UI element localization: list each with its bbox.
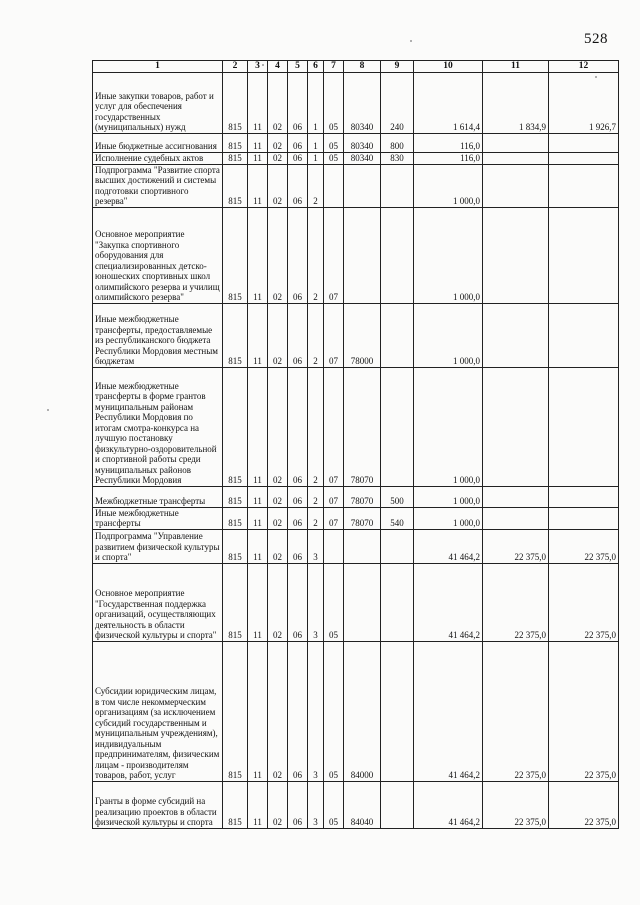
cell-direction — [324, 529, 344, 563]
cell-amount-year2 — [483, 133, 549, 152]
table-row — [93, 529, 619, 563]
cell-subprogram: 06 — [288, 367, 308, 486]
cell-ministry-code: 815 — [223, 207, 248, 303]
cell-ministry-code: 815 — [223, 133, 248, 152]
cell-amount-year1: 1 000,0 — [414, 164, 483, 207]
cell-expense-type: 500 — [381, 486, 414, 507]
cell-ministry-code: 815 — [223, 367, 248, 486]
cell-direction: 05 — [324, 563, 344, 641]
cell-section: 11 — [248, 207, 268, 303]
cell-main-event: 3 — [308, 529, 324, 563]
table-row — [93, 486, 619, 507]
cell-amount-year3 — [549, 303, 619, 367]
cell-ministry-code: 815 — [223, 152, 248, 164]
cell-amount-year3 — [549, 133, 619, 152]
budget-table — [92, 60, 619, 829]
cell-program: 02 — [268, 152, 288, 164]
cell-amount-year1: 1 000,0 — [414, 207, 483, 303]
cell-section: 11 — [248, 529, 268, 563]
cell-target-code: 84000 — [344, 641, 381, 781]
cell-amount-year3 — [549, 507, 619, 529]
cell-expense-type — [381, 529, 414, 563]
cell-main-event: 1 — [308, 133, 324, 152]
cell-amount-year1: 41 464,2 — [414, 563, 483, 641]
cell-amount-year2 — [483, 207, 549, 303]
cell-target-code: 84040 — [344, 781, 381, 828]
cell-direction: 05 — [324, 641, 344, 781]
column-header: 5 — [288, 61, 308, 73]
cell-amount-year3: 22 375,0 — [549, 781, 619, 828]
cell-amount-year1: 1 000,0 — [414, 486, 483, 507]
cell-amount-year3 — [549, 207, 619, 303]
cell-expense-type: 240 — [381, 72, 414, 133]
row-name: Иные закупки товаров, работ и услуг для обеспечения государственных (муниципальных) нужд — [93, 72, 223, 133]
cell-direction: 05 — [324, 781, 344, 828]
row-name: Иные межбюджетные трансферты — [93, 507, 223, 529]
cell-amount-year3 — [549, 367, 619, 486]
cell-amount-year2: 1 834,9 — [483, 72, 549, 133]
row-name: Основное мероприятие "Государственная поддержка организаций, осуществляющих деятельность в области физической культуры и спорта" — [93, 563, 223, 641]
cell-target-code: 78070 — [344, 367, 381, 486]
column-header: 11 — [483, 61, 549, 73]
row-name: Субсидии юридическим лицам, в том числе некоммерческим организациям (за исключением субсидий государственным и муниципальным учреждениям), индивидуальным предпринимателям, физическим лицам - производителям товаров, работ, услуг — [93, 641, 223, 781]
cell-amount-year1: 116,0 — [414, 152, 483, 164]
column-header: 10 — [414, 61, 483, 73]
cell-subprogram: 06 — [288, 72, 308, 133]
scan-speck — [410, 40, 412, 42]
cell-target-code: 78070 — [344, 486, 381, 507]
table-row — [93, 152, 619, 164]
cell-direction: 07 — [324, 507, 344, 529]
table-row — [93, 367, 619, 486]
cell-target-code: 78070 — [344, 507, 381, 529]
column-header: 12 — [549, 61, 619, 73]
table-row — [93, 303, 619, 367]
cell-direction: 07 — [324, 367, 344, 486]
cell-ministry-code: 815 — [223, 507, 248, 529]
cell-main-event: 3 — [308, 563, 324, 641]
column-header: 4 — [268, 61, 288, 73]
cell-main-event: 1 — [308, 152, 324, 164]
cell-direction: 05 — [324, 133, 344, 152]
cell-ministry-code: 815 — [223, 641, 248, 781]
row-name: Подпрограмма "Развитие спорта высших достижений и системы подготовки спортивного резерва" — [93, 164, 223, 207]
cell-subprogram: 06 — [288, 486, 308, 507]
cell-direction: 07 — [324, 486, 344, 507]
table-row — [93, 72, 619, 133]
cell-expense-type — [381, 367, 414, 486]
cell-target-code: 78000 — [344, 303, 381, 367]
cell-program: 02 — [268, 507, 288, 529]
cell-target-code: 80340 — [344, 72, 381, 133]
cell-target-code — [344, 563, 381, 641]
cell-expense-type — [381, 781, 414, 828]
row-name: Межбюджетные трансферты — [93, 486, 223, 507]
cell-amount-year3 — [549, 152, 619, 164]
cell-subprogram: 06 — [288, 133, 308, 152]
cell-subprogram: 06 — [288, 207, 308, 303]
cell-amount-year2: 22 375,0 — [483, 641, 549, 781]
cell-section: 11 — [248, 563, 268, 641]
page-number: 528 — [584, 31, 608, 47]
table-header-row — [93, 61, 619, 73]
cell-subprogram: 06 — [288, 529, 308, 563]
cell-amount-year2: 22 375,0 — [483, 529, 549, 563]
cell-section: 11 — [248, 152, 268, 164]
cell-amount-year3: 22 375,0 — [549, 563, 619, 641]
cell-amount-year2 — [483, 164, 549, 207]
cell-ministry-code: 815 — [223, 303, 248, 367]
cell-direction: 07 — [324, 207, 344, 303]
cell-amount-year3: 22 375,0 — [549, 641, 619, 781]
cell-amount-year3 — [549, 486, 619, 507]
cell-ministry-code: 815 — [223, 529, 248, 563]
cell-subprogram: 06 — [288, 164, 308, 207]
row-name: Подпрограмма "Управление развитием физической культуры и спорта" — [93, 529, 223, 563]
cell-ministry-code: 815 — [223, 72, 248, 133]
table-row — [93, 207, 619, 303]
row-name: Гранты в форме субсидий на реализацию проектов в области физической культуры и спорта — [93, 781, 223, 828]
cell-ministry-code: 815 — [223, 164, 248, 207]
cell-program: 02 — [268, 303, 288, 367]
cell-main-event: 2 — [308, 367, 324, 486]
column-header: 9 — [381, 61, 414, 73]
cell-direction: 05 — [324, 72, 344, 133]
cell-expense-type — [381, 563, 414, 641]
cell-expense-type — [381, 641, 414, 781]
cell-amount-year1: 1 000,0 — [414, 367, 483, 486]
cell-direction: 05 — [324, 152, 344, 164]
column-header: 2 — [223, 61, 248, 73]
cell-section: 11 — [248, 781, 268, 828]
cell-direction — [324, 164, 344, 207]
row-name: Основное мероприятие "Закупка спортивного оборудования для специализированных детско-юношеских спортивных школ олимпийского резерва и училищ олимпийского резерва" — [93, 207, 223, 303]
table-row — [93, 563, 619, 641]
cell-subprogram: 06 — [288, 641, 308, 781]
cell-program: 02 — [268, 133, 288, 152]
cell-target-code: 80340 — [344, 133, 381, 152]
row-name: Исполнение судебных актов — [93, 152, 223, 164]
row-name: Иные бюджетные ассигнования — [93, 133, 223, 152]
cell-subprogram: 06 — [288, 781, 308, 828]
cell-target-code — [344, 164, 381, 207]
cell-ministry-code: 815 — [223, 563, 248, 641]
cell-amount-year3: 22 375,0 — [549, 529, 619, 563]
cell-amount-year3: 1 926,7 — [549, 72, 619, 133]
cell-amount-year1: 1 000,0 — [414, 507, 483, 529]
cell-expense-type: 830 — [381, 152, 414, 164]
cell-program: 02 — [268, 486, 288, 507]
cell-expense-type: 540 — [381, 507, 414, 529]
cell-program: 02 — [268, 563, 288, 641]
cell-main-event: 2 — [308, 486, 324, 507]
table-row — [93, 781, 619, 828]
cell-amount-year2 — [483, 152, 549, 164]
cell-program: 02 — [268, 72, 288, 133]
cell-section: 11 — [248, 164, 268, 207]
cell-subprogram: 06 — [288, 152, 308, 164]
cell-amount-year1: 116,0 — [414, 133, 483, 152]
cell-amount-year3 — [549, 164, 619, 207]
cell-expense-type — [381, 207, 414, 303]
cell-section: 11 — [248, 72, 268, 133]
cell-expense-type: 800 — [381, 133, 414, 152]
cell-target-code — [344, 207, 381, 303]
cell-main-event: 2 — [308, 507, 324, 529]
cell-amount-year2: 22 375,0 — [483, 563, 549, 641]
cell-main-event: 2 — [308, 303, 324, 367]
table-row — [93, 641, 619, 781]
cell-section: 11 — [248, 133, 268, 152]
cell-amount-year2: 22 375,0 — [483, 781, 549, 828]
cell-target-code — [344, 529, 381, 563]
cell-program: 02 — [268, 164, 288, 207]
cell-amount-year2 — [483, 507, 549, 529]
column-header: 7 — [324, 61, 344, 73]
cell-program: 02 — [268, 641, 288, 781]
cell-amount-year1: 1 000,0 — [414, 303, 483, 367]
cell-ministry-code: 815 — [223, 781, 248, 828]
cell-main-event: 3 — [308, 781, 324, 828]
cell-subprogram: 06 — [288, 563, 308, 641]
table-row — [93, 507, 619, 529]
cell-amount-year1: 41 464,2 — [414, 781, 483, 828]
cell-section: 11 — [248, 367, 268, 486]
cell-main-event: 3 — [308, 641, 324, 781]
cell-expense-type — [381, 303, 414, 367]
cell-program: 02 — [268, 529, 288, 563]
table-row — [93, 164, 619, 207]
cell-program: 02 — [268, 367, 288, 486]
cell-expense-type — [381, 164, 414, 207]
cell-amount-year2 — [483, 486, 549, 507]
cell-program: 02 — [268, 207, 288, 303]
cell-direction: 07 — [324, 303, 344, 367]
column-header: 3 — [248, 61, 268, 73]
row-name: Иные межбюджетные трансферты в форме грантов муниципальным районам Республики Мордовия по итогам смотра-конкурса на лучшую постановку физкультурно-оздоровительной и спортивной работы среди муниципальных районов Республики Мордовия — [93, 367, 223, 486]
cell-main-event: 1 — [308, 72, 324, 133]
cell-section: 11 — [248, 641, 268, 781]
scan-speck — [262, 64, 264, 66]
cell-section: 11 — [248, 486, 268, 507]
cell-target-code: 80340 — [344, 152, 381, 164]
cell-program: 02 — [268, 781, 288, 828]
cell-amount-year1: 41 464,2 — [414, 641, 483, 781]
cell-section: 11 — [248, 303, 268, 367]
table-row — [93, 133, 619, 152]
cell-amount-year2 — [483, 303, 549, 367]
cell-subprogram: 06 — [288, 507, 308, 529]
scan-speck — [47, 409, 49, 411]
cell-main-event: 2 — [308, 164, 324, 207]
column-header: 8 — [344, 61, 381, 73]
cell-amount-year1: 41 464,2 — [414, 529, 483, 563]
cell-main-event: 2 — [308, 207, 324, 303]
cell-amount-year1: 1 614,4 — [414, 72, 483, 133]
row-name: Иные межбюджетные трансферты, предоставляемые из республиканского бюджета Республики Мордовия местным бюджетам — [93, 303, 223, 367]
cell-amount-year2 — [483, 367, 549, 486]
column-header: 1 — [93, 61, 223, 73]
cell-subprogram: 06 — [288, 303, 308, 367]
scan-speck — [595, 76, 597, 78]
cell-ministry-code: 815 — [223, 486, 248, 507]
column-header: 6 — [308, 61, 324, 73]
cell-section: 11 — [248, 507, 268, 529]
